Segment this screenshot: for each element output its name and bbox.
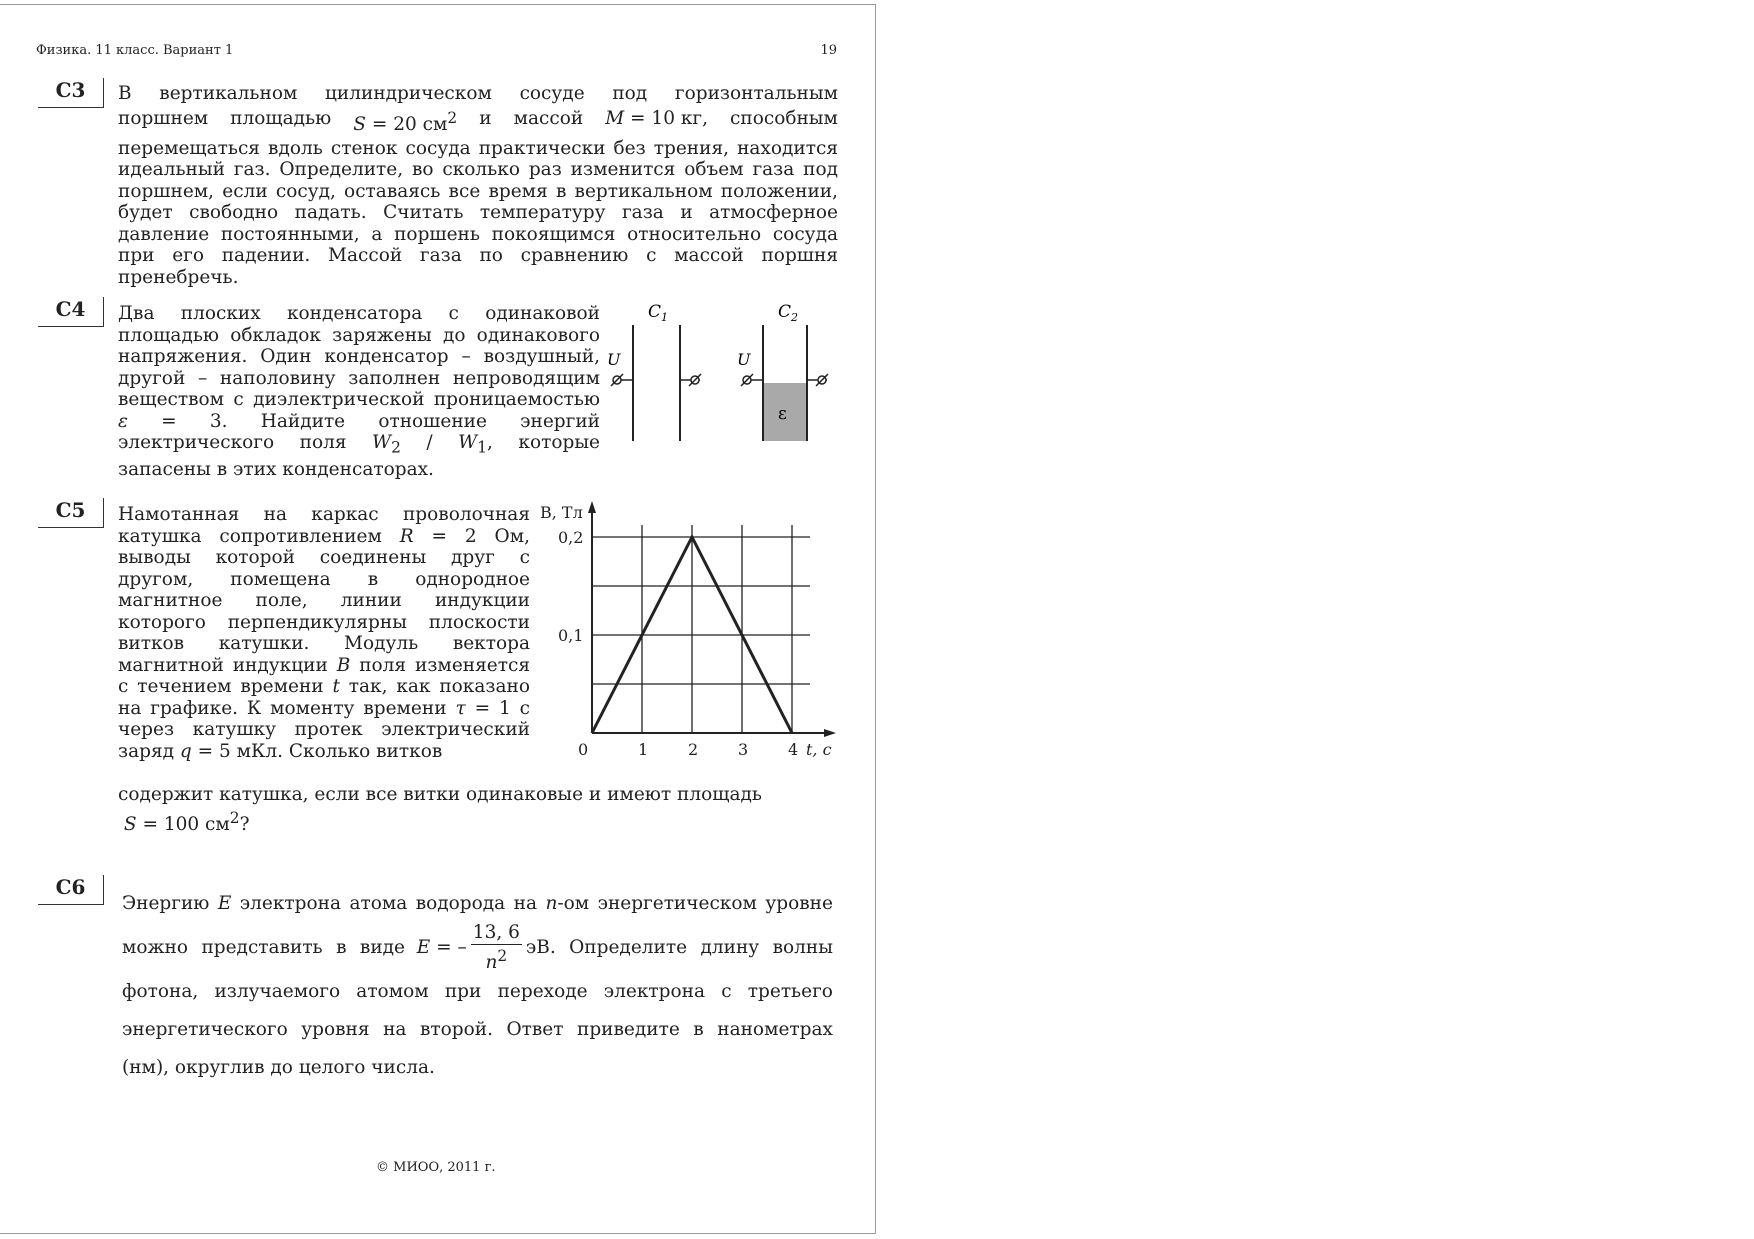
c1-voltage-label: U [607, 350, 621, 369]
page-footer: © МИОО, 2011 г. [376, 1160, 496, 1175]
x-tick-label-4: 4 [788, 740, 799, 759]
x-axis-arrow [824, 729, 836, 737]
y-axis-arrow [588, 501, 596, 513]
question-label-c4: С4 [38, 297, 104, 327]
question-label-c3: С3 [38, 78, 104, 108]
question-c6-text: Энергию E электрона атома водорода на n-ом энергетическом уровне можно представить в виде E = – $\frac{13, 6}{n^2}$ эВ. Определите длину волны фотона, излучаемого атомом при переходе электрона с третьего энергетического уровня на второй. Ответ приведите в нанометрах (нм), округлив до целого числа. [122, 893, 833, 1078]
page-header-subject: Физика. 11 класс. Вариант 1 [36, 43, 234, 58]
capacitors-diagram [600, 295, 840, 449]
exam-page [0, 4, 876, 1234]
y-tick-label: 0,2 [558, 528, 584, 547]
x-tick-label-0: 0 [578, 740, 589, 759]
x-tick-label-1: 1 [638, 740, 649, 759]
question-c3-text: В вертикальном цилиндрическом сосуде под горизонтальным поршнем площадью S = 20 $см^2$ и массой M = 10 кг, способным перемещаться вдоль стенок сосуда практически без трения, находится идеальный газ. Определите, во сколько раз изменится объем газа под поршнем, если сосуд, оставаясь все время в вертикальном положении, будет свободно падать. Считать температуру газа и атмосферное давление постоянными, а поршень покоящимся относительно сосуда при его падении. Массой газа по сравнению с массой поршня пренебречь. [118, 83, 838, 288]
dielectric-label: ε [778, 404, 787, 424]
x-tick-label-2: 2 [688, 740, 699, 759]
c2-label: $C_2$ [778, 302, 799, 324]
page-number: 19 [820, 43, 837, 58]
x-axis-label: t, с [806, 740, 832, 759]
question-c4-text: Два плоских конденсатора с одинаковой площадью обкладок заряжены до одинакового напряжения. Один конденсатор – воздушный, другой – наполовину заполнен непроводящим веществом с диэлектрической проницаемостью ε = 3. Найдите отношение энергий электрического поля $W_2 / W_1$, которые запасены в этих конденсаторах. [118, 303, 600, 481]
question-c5-text-part2: содержит катушка, если все витки одинаковые и имеют площадь S = 100 $см^2$? [118, 784, 762, 835]
c1-label: $C_1$ [648, 302, 669, 324]
y-axis-label: B, Тл [540, 503, 583, 522]
b-vs-t-graph [532, 501, 842, 775]
question-label-c6: С6 [38, 875, 104, 905]
question-c5-text-part1: Намотанная на каркас проволочная катушка сопротивлением R = 2 Ом, выводы которой соединены друг с другом, помещена в однородное магнитное поле, линии индукции которого перпендикулярны плоскости витков катушки. Модуль вектора магнитной индукции B поля изменяется с течением времени t так, как показано на графике. К моменту времени τ = 1 с через катушку протек электрический заряд q = 5 мКл. Сколько витков [118, 504, 530, 762]
x-tick-label-3: 3 [738, 740, 749, 759]
y-tick-label: 0,1 [558, 626, 584, 645]
energy-formula-fraction: $\frac{13, 6}{n^2}$ [472, 921, 520, 974]
c2-voltage-label: U [737, 350, 751, 369]
question-label-c5: С5 [38, 498, 104, 528]
